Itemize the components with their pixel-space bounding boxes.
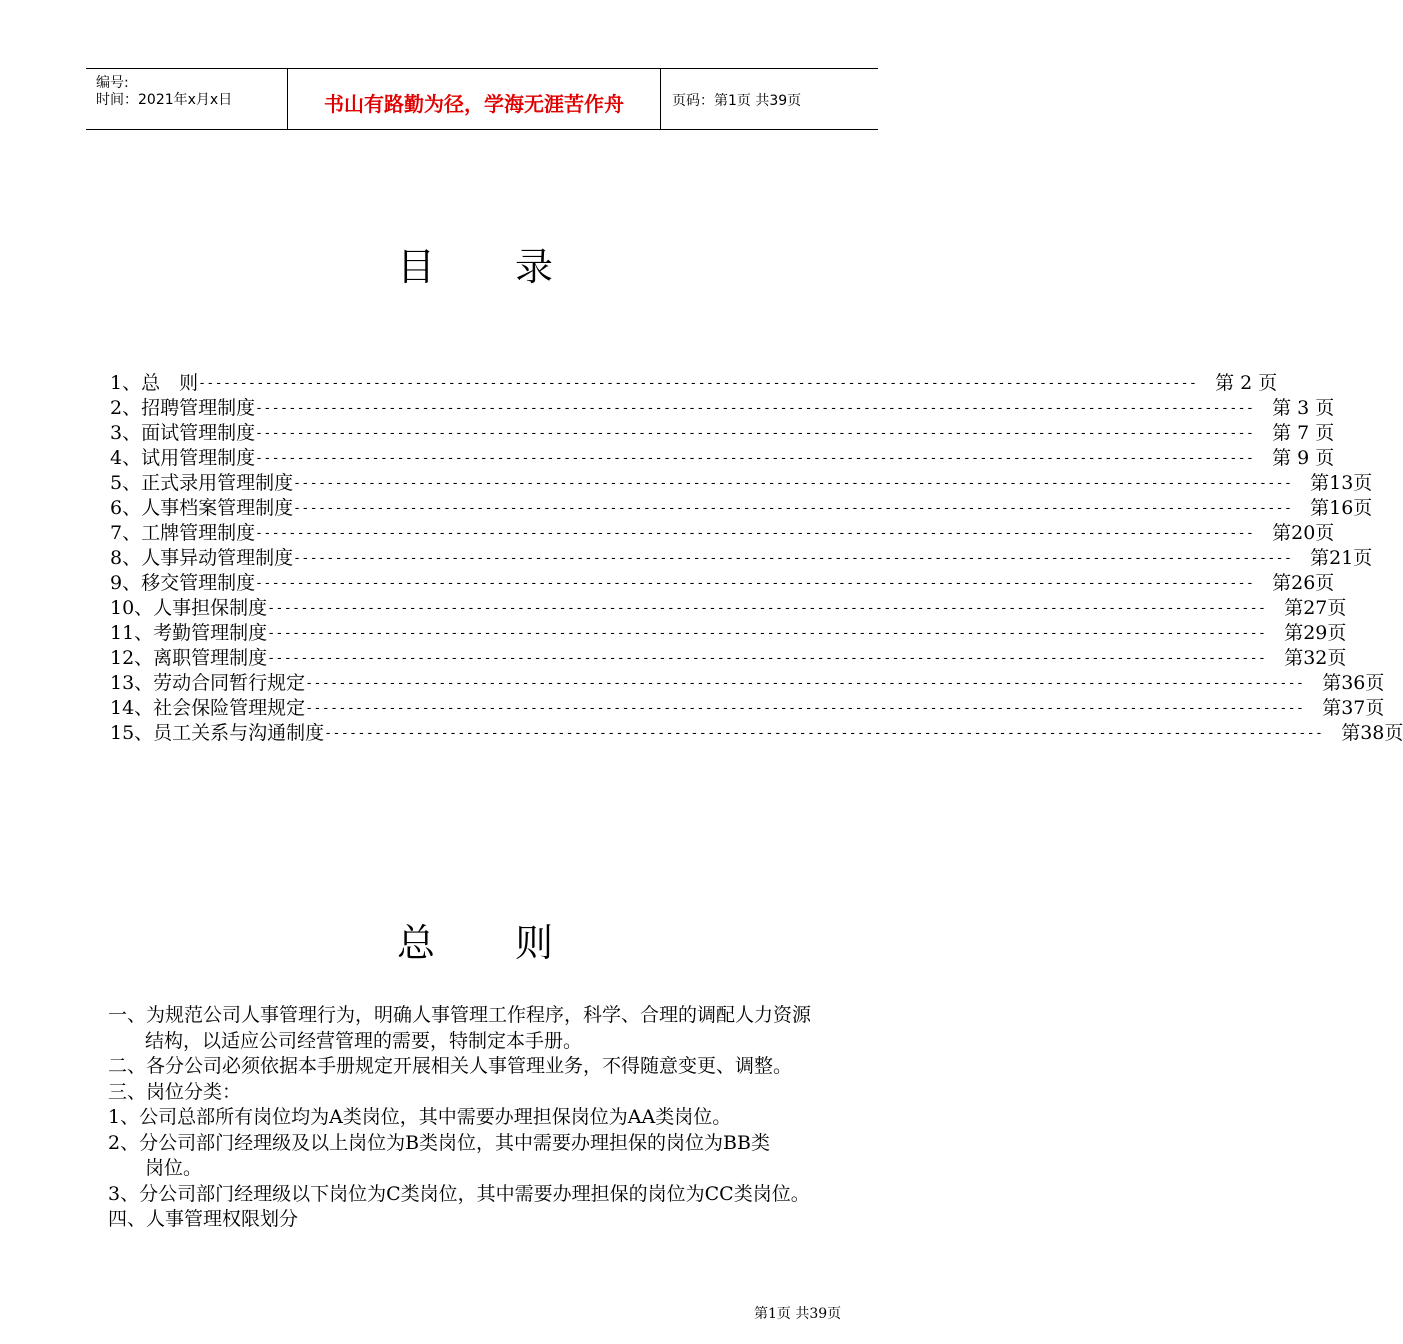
- toc-item-label: 3、面试管理制度: [110, 422, 256, 444]
- toc-leader: ------------------------------------------------------------------------------------------------------------------------: [305, 676, 1305, 691]
- body-paragraph: 二、各分公司必须依据本手册规定开展相关人事管理业务，不得随意变更、调整。: [108, 1055, 793, 1077]
- body-paragraph: 四、人事管理权限划分: [108, 1208, 299, 1230]
- toc-item-page: 第38页: [1341, 722, 1403, 744]
- body-paragraph: 1、公司总部所有岗位均为A类岗位，其中需要办理担保岗位为AA类岗位。: [108, 1106, 732, 1128]
- toc-item[interactable]: [110, 621, 1347, 646]
- toc-item-label: 5、正式录用管理制度: [110, 472, 294, 494]
- toc-leader: ------------------------------------------------------------------------------------------------------------------------: [267, 601, 1267, 616]
- header-page-number: 页码：第1页 共39页: [672, 93, 802, 109]
- header-table: [86, 68, 878, 130]
- toc-item-page: 第21页: [1310, 547, 1373, 569]
- toc-item[interactable]: [110, 396, 1335, 421]
- toc-leader: ------------------------------------------------------------------------------------------------------------------------: [267, 626, 1267, 641]
- document-time-label: 时间：2021年x月x日: [96, 92, 233, 108]
- toc-leader: ------------------------------------------------------------------------------------------------------------------------: [267, 651, 1267, 666]
- toc-item[interactable]: [110, 646, 1347, 671]
- toc-item[interactable]: [110, 546, 1373, 571]
- document-number-label: 编号:: [96, 75, 129, 91]
- toc-item[interactable]: [110, 596, 1347, 621]
- toc-leader: ------------------------------------------------------------------------------------------------------------------------: [255, 401, 1255, 416]
- header-info-cell: [86, 69, 288, 129]
- page-footer: 第1页 共39页: [754, 1306, 842, 1322]
- toc-leader: ------------------------------------------------------------------------------------------------------------------------: [255, 451, 1255, 466]
- toc-item[interactable]: [110, 521, 1335, 546]
- body-paragraph: 一、为规范公司人事管理行为，明确人事管理工作程序，科学、合理的调配人力资源: [108, 1004, 812, 1026]
- toc-item-page: 第37页: [1322, 697, 1385, 719]
- toc-item-label: 12、离职管理制度: [110, 647, 268, 669]
- toc-item[interactable]: [110, 571, 1335, 596]
- body-paragraph: 3、分公司部门经理级以下岗位为C类岗位，其中需要办理担保的岗位为CC类岗位。: [108, 1182, 810, 1205]
- toc-item-page: 第16页: [1310, 497, 1373, 519]
- toc-leader: ------------------------------------------------------------------------------------------------------------------------: [324, 726, 1324, 741]
- body-paragraph: 岗位。: [145, 1157, 203, 1179]
- body-paragraph: 三、岗位分类：: [108, 1080, 242, 1103]
- toc-leader: ------------------------------------------------------------------------------------------------------------------------: [255, 526, 1255, 541]
- toc-leader: ------------------------------------------------------------------------------------------------------------------------: [198, 376, 1198, 391]
- toc-item[interactable]: [110, 421, 1335, 446]
- header-motto-cell: [288, 69, 661, 129]
- toc-item-page: 第 9 页: [1272, 447, 1335, 469]
- body-paragraph: 结构，以适应公司经营管理的需要，特制定本手册。: [145, 1029, 583, 1052]
- toc-item[interactable]: [110, 496, 1373, 521]
- toc-item-label: 4、试用管理制度: [110, 447, 256, 469]
- toc-leader: ------------------------------------------------------------------------------------------------------------------------: [293, 501, 1293, 516]
- toc-leader: ------------------------------------------------------------------------------------------------------------------------: [255, 426, 1255, 441]
- toc-item-page: 第20页: [1272, 522, 1335, 544]
- toc-title: 目录: [396, 245, 633, 289]
- toc-item[interactable]: [110, 446, 1335, 471]
- toc-item-label: 7、工牌管理制度: [110, 522, 256, 544]
- toc-leader: ------------------------------------------------------------------------------------------------------------------------: [255, 576, 1255, 591]
- section-body: [108, 1003, 868, 1233]
- toc-item-label: 11、考勤管理制度: [110, 622, 268, 644]
- toc-leader: ------------------------------------------------------------------------------------------------------------------------: [293, 476, 1293, 491]
- toc-item-page: 第29页: [1284, 622, 1347, 644]
- toc-item-page: 第32页: [1284, 647, 1347, 669]
- toc-item-label: 2、招聘管理制度: [110, 397, 256, 419]
- header-motto: 书山有路勤为径，学海无涯苦作舟: [324, 92, 624, 116]
- toc-item-page: 第36页: [1322, 672, 1385, 694]
- toc-item[interactable]: [110, 696, 1385, 721]
- toc-item-label: 8、人事异动管理制度: [110, 547, 294, 569]
- body-paragraph: 2、分公司部门经理级及以上岗位为B类岗位，其中需要办理担保的岗位为BB类: [108, 1131, 770, 1154]
- toc-item-label: 9、移交管理制度: [110, 572, 256, 594]
- header-page-cell: [662, 69, 878, 129]
- table-of-contents: [110, 371, 1403, 746]
- toc-item[interactable]: [110, 671, 1385, 696]
- toc-item[interactable]: [110, 471, 1373, 496]
- toc-leader: ------------------------------------------------------------------------------------------------------------------------: [293, 551, 1293, 566]
- toc-item-page: 第13页: [1310, 472, 1373, 494]
- toc-leader: ------------------------------------------------------------------------------------------------------------------------: [305, 701, 1305, 716]
- toc-item-label: 13、劳动合同暂行规定: [110, 672, 306, 694]
- toc-item[interactable]: [110, 371, 1278, 396]
- toc-item-label: 1、总 则: [110, 372, 199, 394]
- toc-item-page: 第 2 页: [1215, 372, 1278, 394]
- toc-item-label: 6、人事档案管理制度: [110, 497, 294, 519]
- toc-item-label: 10、人事担保制度: [110, 597, 268, 619]
- toc-item-page: 第27页: [1284, 597, 1347, 619]
- toc-item[interactable]: [110, 721, 1403, 746]
- toc-item-page: 第 3 页: [1272, 397, 1335, 419]
- toc-item-label: 14、社会保险管理规定: [110, 697, 306, 719]
- toc-item-page: 第26页: [1272, 572, 1335, 594]
- toc-item-page: 第 7 页: [1272, 422, 1335, 444]
- section-title: 总则: [396, 921, 633, 965]
- toc-item-label: 15、员工关系与沟通制度: [110, 722, 325, 744]
